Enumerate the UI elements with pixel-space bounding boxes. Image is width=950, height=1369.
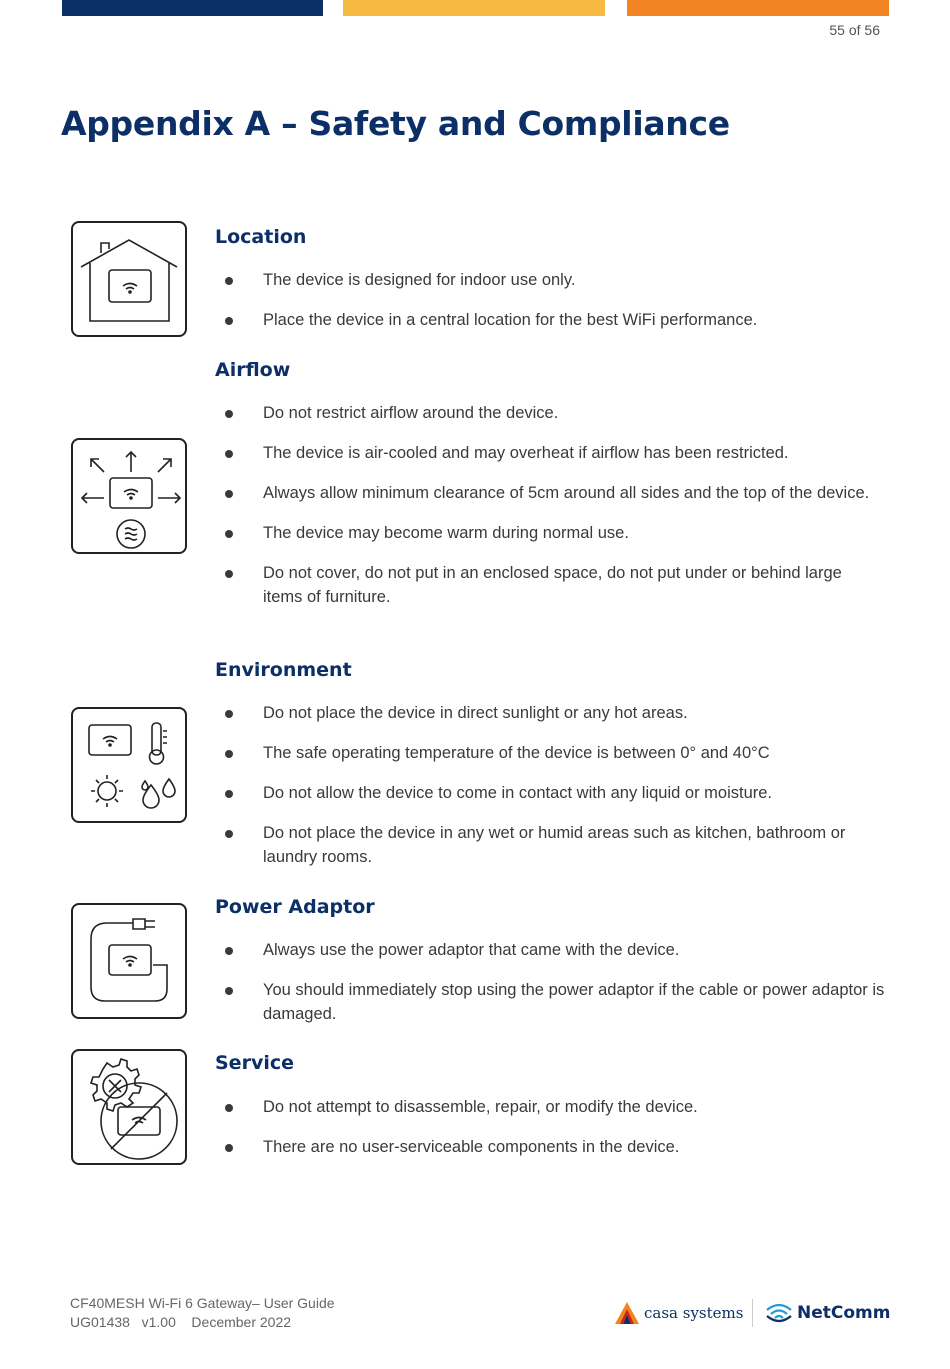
bullet-dot	[225, 790, 233, 798]
section-title-environment: Environment	[215, 659, 352, 681]
list-item	[215, 401, 885, 425]
list-item	[215, 1135, 885, 1159]
list-item	[215, 521, 885, 545]
bullet-text: Place the device in a central location for the best WiFi performance.	[263, 311, 758, 329]
list-item	[215, 308, 885, 332]
list-item	[215, 268, 885, 292]
bullet-text: Always use the power adaptor that came with the device.	[263, 941, 680, 959]
bullet-text: Do not cover, do not put in an enclosed space, do not put under or behind large items of furniture.	[263, 564, 842, 606]
list-item	[215, 781, 885, 805]
bullet-text: The device is air-cooled and may overheat if airflow has been restricted.	[263, 444, 789, 462]
environment-icon	[71, 707, 187, 823]
no-service-icon	[71, 1049, 187, 1165]
section-title-location: Location	[215, 226, 307, 248]
power-adaptor-list	[215, 938, 885, 1042]
netcomm-wifi-icon	[765, 1301, 793, 1325]
footer-doc-title: CF40MESH Wi-Fi 6 Gateway– User Guide	[70, 1295, 335, 1311]
airflow-arrows-icon	[71, 438, 187, 554]
bullet-text: There are no user-serviceable components in the device.	[263, 1138, 680, 1156]
bullet-text: Do not allow the device to come in contact with any liquid or moisture.	[263, 784, 773, 802]
bullet-dot	[225, 277, 233, 285]
airflow-list	[215, 401, 885, 625]
casa-triangle-icon	[614, 1300, 640, 1326]
bullet-dot	[225, 490, 233, 498]
service-list	[215, 1095, 885, 1175]
list-item	[215, 978, 885, 1026]
header-bar-orange	[627, 0, 889, 16]
header-bar-yellow	[343, 0, 605, 16]
netcomm-logo	[765, 1298, 890, 1328]
bullet-text: The safe operating temperature of the device is between 0° and 40°C	[263, 744, 770, 762]
list-item	[215, 701, 885, 725]
bullet-dot	[225, 570, 233, 578]
house-router-icon	[71, 221, 187, 337]
bullet-dot	[225, 947, 233, 955]
bullet-dot	[225, 1144, 233, 1152]
list-item	[215, 441, 885, 465]
bullet-text: You should immediately stop using the power adaptor if the cable or power adaptor is damaged.	[263, 981, 885, 1023]
power-adaptor-icon	[71, 903, 187, 1019]
list-item	[215, 1095, 885, 1119]
bullet-dot	[225, 530, 233, 538]
bullet-text: Do not place the device in direct sunlight or any hot areas.	[263, 704, 688, 722]
footer-doc-id: UG01438	[70, 1314, 130, 1330]
bullet-dot	[225, 750, 233, 758]
bullet-text: Always allow minimum clearance of 5cm around all sides and the top of the device.	[263, 484, 870, 502]
page-title: Appendix A – Safety and Compliance	[61, 104, 730, 143]
bullet-dot	[225, 710, 233, 718]
bullet-dot	[225, 450, 233, 458]
logo-divider	[752, 1299, 753, 1327]
casa-systems-logo	[614, 1298, 743, 1328]
list-item	[215, 741, 885, 765]
footer-doc-info	[70, 1294, 335, 1332]
environment-list	[215, 701, 885, 885]
section-title-airflow: Airflow	[215, 359, 291, 381]
bullet-text: The device is designed for indoor use only.	[263, 271, 576, 289]
footer-doc-meta	[70, 1313, 335, 1332]
footer-version: v1.00	[141, 1314, 176, 1330]
casa-logo-text: casa systems	[644, 1304, 744, 1322]
bullet-dot	[225, 317, 233, 325]
list-item	[215, 561, 885, 609]
netcomm-logo-text: NetComm	[797, 1303, 891, 1323]
bullet-text: Do not place the device in any wet or humid areas such as kitchen, bathroom or laundry rooms.	[263, 824, 846, 866]
section-title-service: Service	[215, 1052, 294, 1074]
header-bar-navy	[62, 0, 323, 16]
bullet-text: The device may become warm during normal use.	[263, 524, 629, 542]
list-item	[215, 821, 885, 869]
footer-date: December 2022	[191, 1314, 292, 1330]
bullet-text: Do not restrict airflow around the device.	[263, 404, 559, 422]
page-indicator: 55 of 56	[829, 22, 880, 38]
bullet-text: Do not attempt to disassemble, repair, or modify the device.	[263, 1098, 698, 1116]
bullet-dot	[225, 830, 233, 838]
list-item	[215, 481, 885, 505]
list-item	[215, 938, 885, 962]
bullet-dot	[225, 1104, 233, 1112]
bullet-dot	[225, 987, 233, 995]
location-list	[215, 268, 885, 348]
bullet-dot	[225, 410, 233, 418]
section-title-power-adaptor: Power Adaptor	[215, 896, 375, 918]
